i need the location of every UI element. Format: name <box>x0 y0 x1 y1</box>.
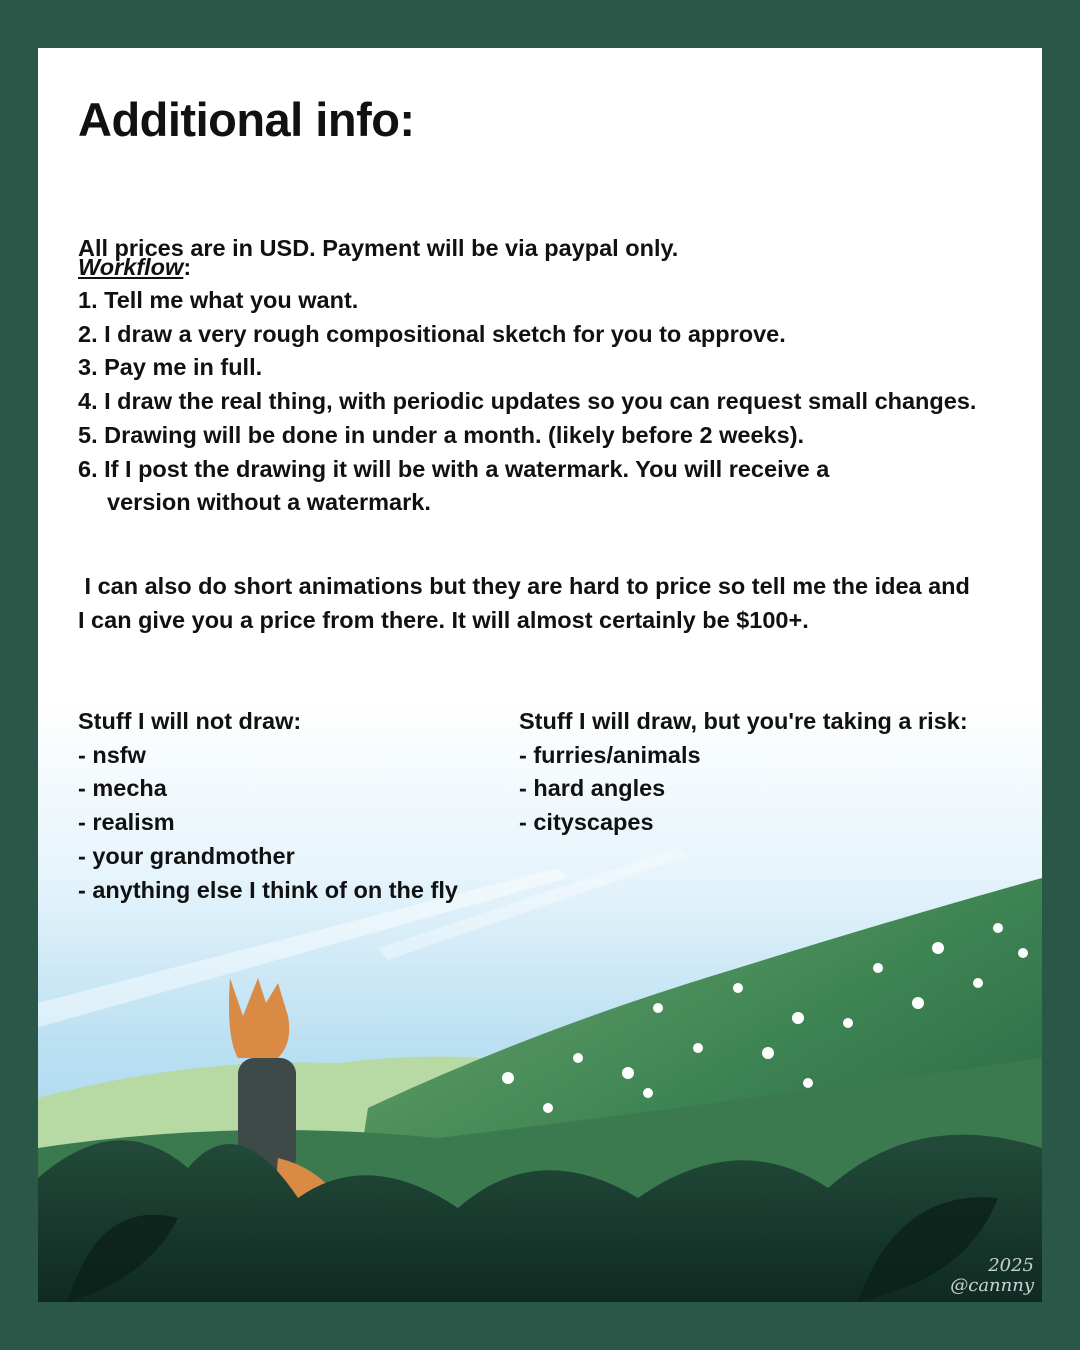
workflow-steps <box>78 284 976 520</box>
signature-handle: @cannny <box>950 1275 1034 1296</box>
list-item: - mecha <box>78 775 167 802</box>
workflow-heading-colon: : <box>183 254 192 280</box>
workflow-step: 5. Drawing will be done in under a month. (likely before 2 weeks). <box>78 421 805 448</box>
list-item: - furries/animals <box>519 741 701 768</box>
workflow-step: 4. I draw the real thing, with periodic updates so you can request small changes. <box>78 388 977 415</box>
workflow-heading <box>78 251 191 285</box>
info-panel <box>38 48 1042 1302</box>
workflow-heading-label: Workflow <box>78 254 184 280</box>
workflow-step: 3. Pay me in full. <box>78 354 263 381</box>
will-not-draw-list <box>78 705 458 907</box>
risky-draw-heading: Stuff I will draw, but you're taking a risk: <box>519 708 968 734</box>
signature-year: 2025 <box>988 1255 1034 1276</box>
animation-note-line: I can give you a price from there. It will almost certainly be $100+. <box>78 606 809 633</box>
page-title: Additional info: <box>78 93 415 146</box>
list-item: - nsfw <box>78 741 146 768</box>
animation-note-line: I can also do short animations but they are hard to price so tell me the idea and <box>78 573 970 599</box>
list-item: - hard angles <box>519 775 666 802</box>
will-not-draw-heading: Stuff I will not draw: <box>78 708 302 734</box>
artist-signature <box>950 1256 1034 1296</box>
animation-note <box>78 570 970 637</box>
list-item: - your grandmother <box>78 842 295 869</box>
workflow-step: 2. I draw a very rough compositional sketch for you to approve. <box>78 320 786 347</box>
list-item: - realism <box>78 809 175 836</box>
list-item: - cityscapes <box>519 809 654 836</box>
payment-note: All prices are in USD. Payment will be via paypal only. <box>78 235 679 261</box>
risky-draw-list <box>519 705 968 840</box>
list-item: - anything else I think of on the fly <box>78 876 458 903</box>
workflow-step: 1. Tell me what you want. <box>78 287 359 313</box>
workflow-step-continuation: version without a watermark. <box>107 489 431 516</box>
workflow-step: 6. If I post the drawing it will be with a watermark. You will receive a <box>78 455 830 482</box>
